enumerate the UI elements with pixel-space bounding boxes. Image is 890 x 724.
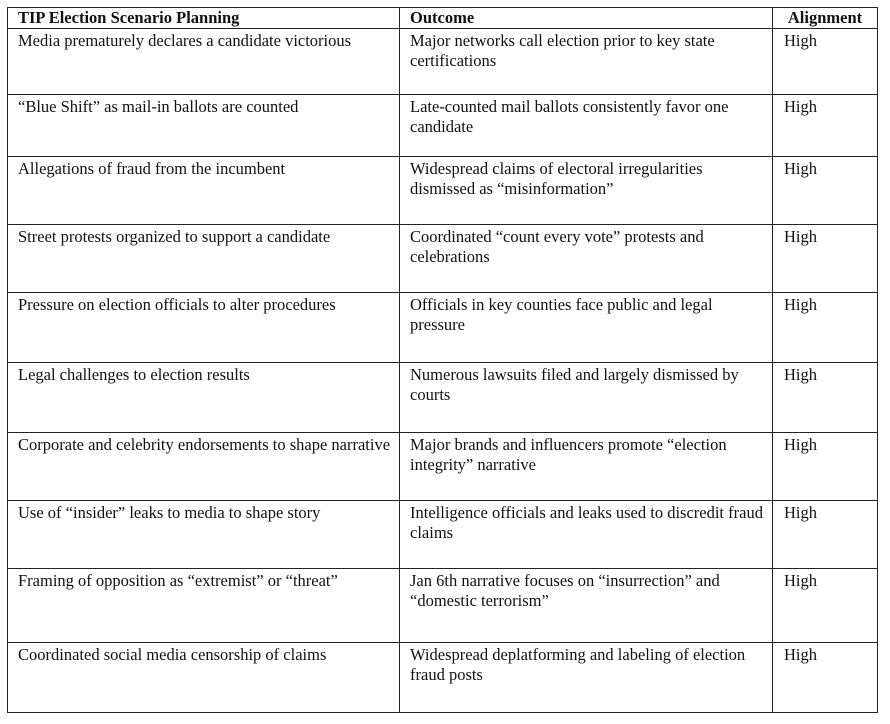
cell-scenario: Pressure on election officials to alter procedures (8, 293, 400, 363)
column-header-scenario: TIP Election Scenario Planning (8, 8, 400, 29)
header-row (8, 8, 878, 29)
table-row (8, 501, 878, 569)
cell-scenario: Coordinated social media censorship of claims (8, 643, 400, 713)
cell-outcome: Major networks call election prior to key state certifications (400, 29, 773, 95)
table-row (8, 363, 878, 433)
cell-scenario: Allegations of fraud from the incumbent (8, 157, 400, 225)
column-header-outcome: Outcome (400, 8, 773, 29)
cell-alignment: High (773, 29, 878, 95)
table-header (8, 8, 878, 29)
table-row (8, 643, 878, 713)
column-header-alignment: Alignment (773, 8, 878, 29)
cell-outcome: Intelligence officials and leaks used to discredit fraud claims (400, 501, 773, 569)
cell-outcome: Major brands and influencers promote “election integrity” narrative (400, 433, 773, 501)
cell-alignment: High (773, 225, 878, 293)
cell-alignment: High (773, 643, 878, 713)
cell-alignment: High (773, 95, 878, 157)
cell-alignment: High (773, 293, 878, 363)
cell-outcome: Jan 6th narrative focuses on “insurrection” and “domestic terrorism” (400, 569, 773, 643)
table-row (8, 569, 878, 643)
cell-outcome: Numerous lawsuits filed and largely dismissed by courts (400, 363, 773, 433)
cell-scenario: Street protests organized to support a candidate (8, 225, 400, 293)
cell-outcome: Late-counted mail ballots consistently favor one candidate (400, 95, 773, 157)
table-row (8, 157, 878, 225)
table-row (8, 29, 878, 95)
cell-scenario: Corporate and celebrity endorsements to shape narrative (8, 433, 400, 501)
table-row (8, 293, 878, 363)
cell-scenario: Use of “insider” leaks to media to shape story (8, 501, 400, 569)
cell-outcome: Widespread deplatforming and labeling of election fraud posts (400, 643, 773, 713)
cell-alignment: High (773, 433, 878, 501)
table-row (8, 225, 878, 293)
table-body (8, 29, 878, 713)
table-row (8, 95, 878, 157)
cell-outcome: Coordinated “count every vote” protests and celebrations (400, 225, 773, 293)
cell-outcome: Widespread claims of electoral irregularities dismissed as “misinformation” (400, 157, 773, 225)
cell-outcome: Officials in key counties face public and legal pressure (400, 293, 773, 363)
cell-alignment: High (773, 157, 878, 225)
cell-scenario: “Blue Shift” as mail-in ballots are counted (8, 95, 400, 157)
table-row (8, 433, 878, 501)
cell-alignment: High (773, 569, 878, 643)
scenario-table (7, 7, 878, 713)
cell-alignment: High (773, 363, 878, 433)
cell-scenario: Media prematurely declares a candidate victorious (8, 29, 400, 95)
cell-scenario: Framing of opposition as “extremist” or “threat” (8, 569, 400, 643)
cell-alignment: High (773, 501, 878, 569)
cell-scenario: Legal challenges to election results (8, 363, 400, 433)
